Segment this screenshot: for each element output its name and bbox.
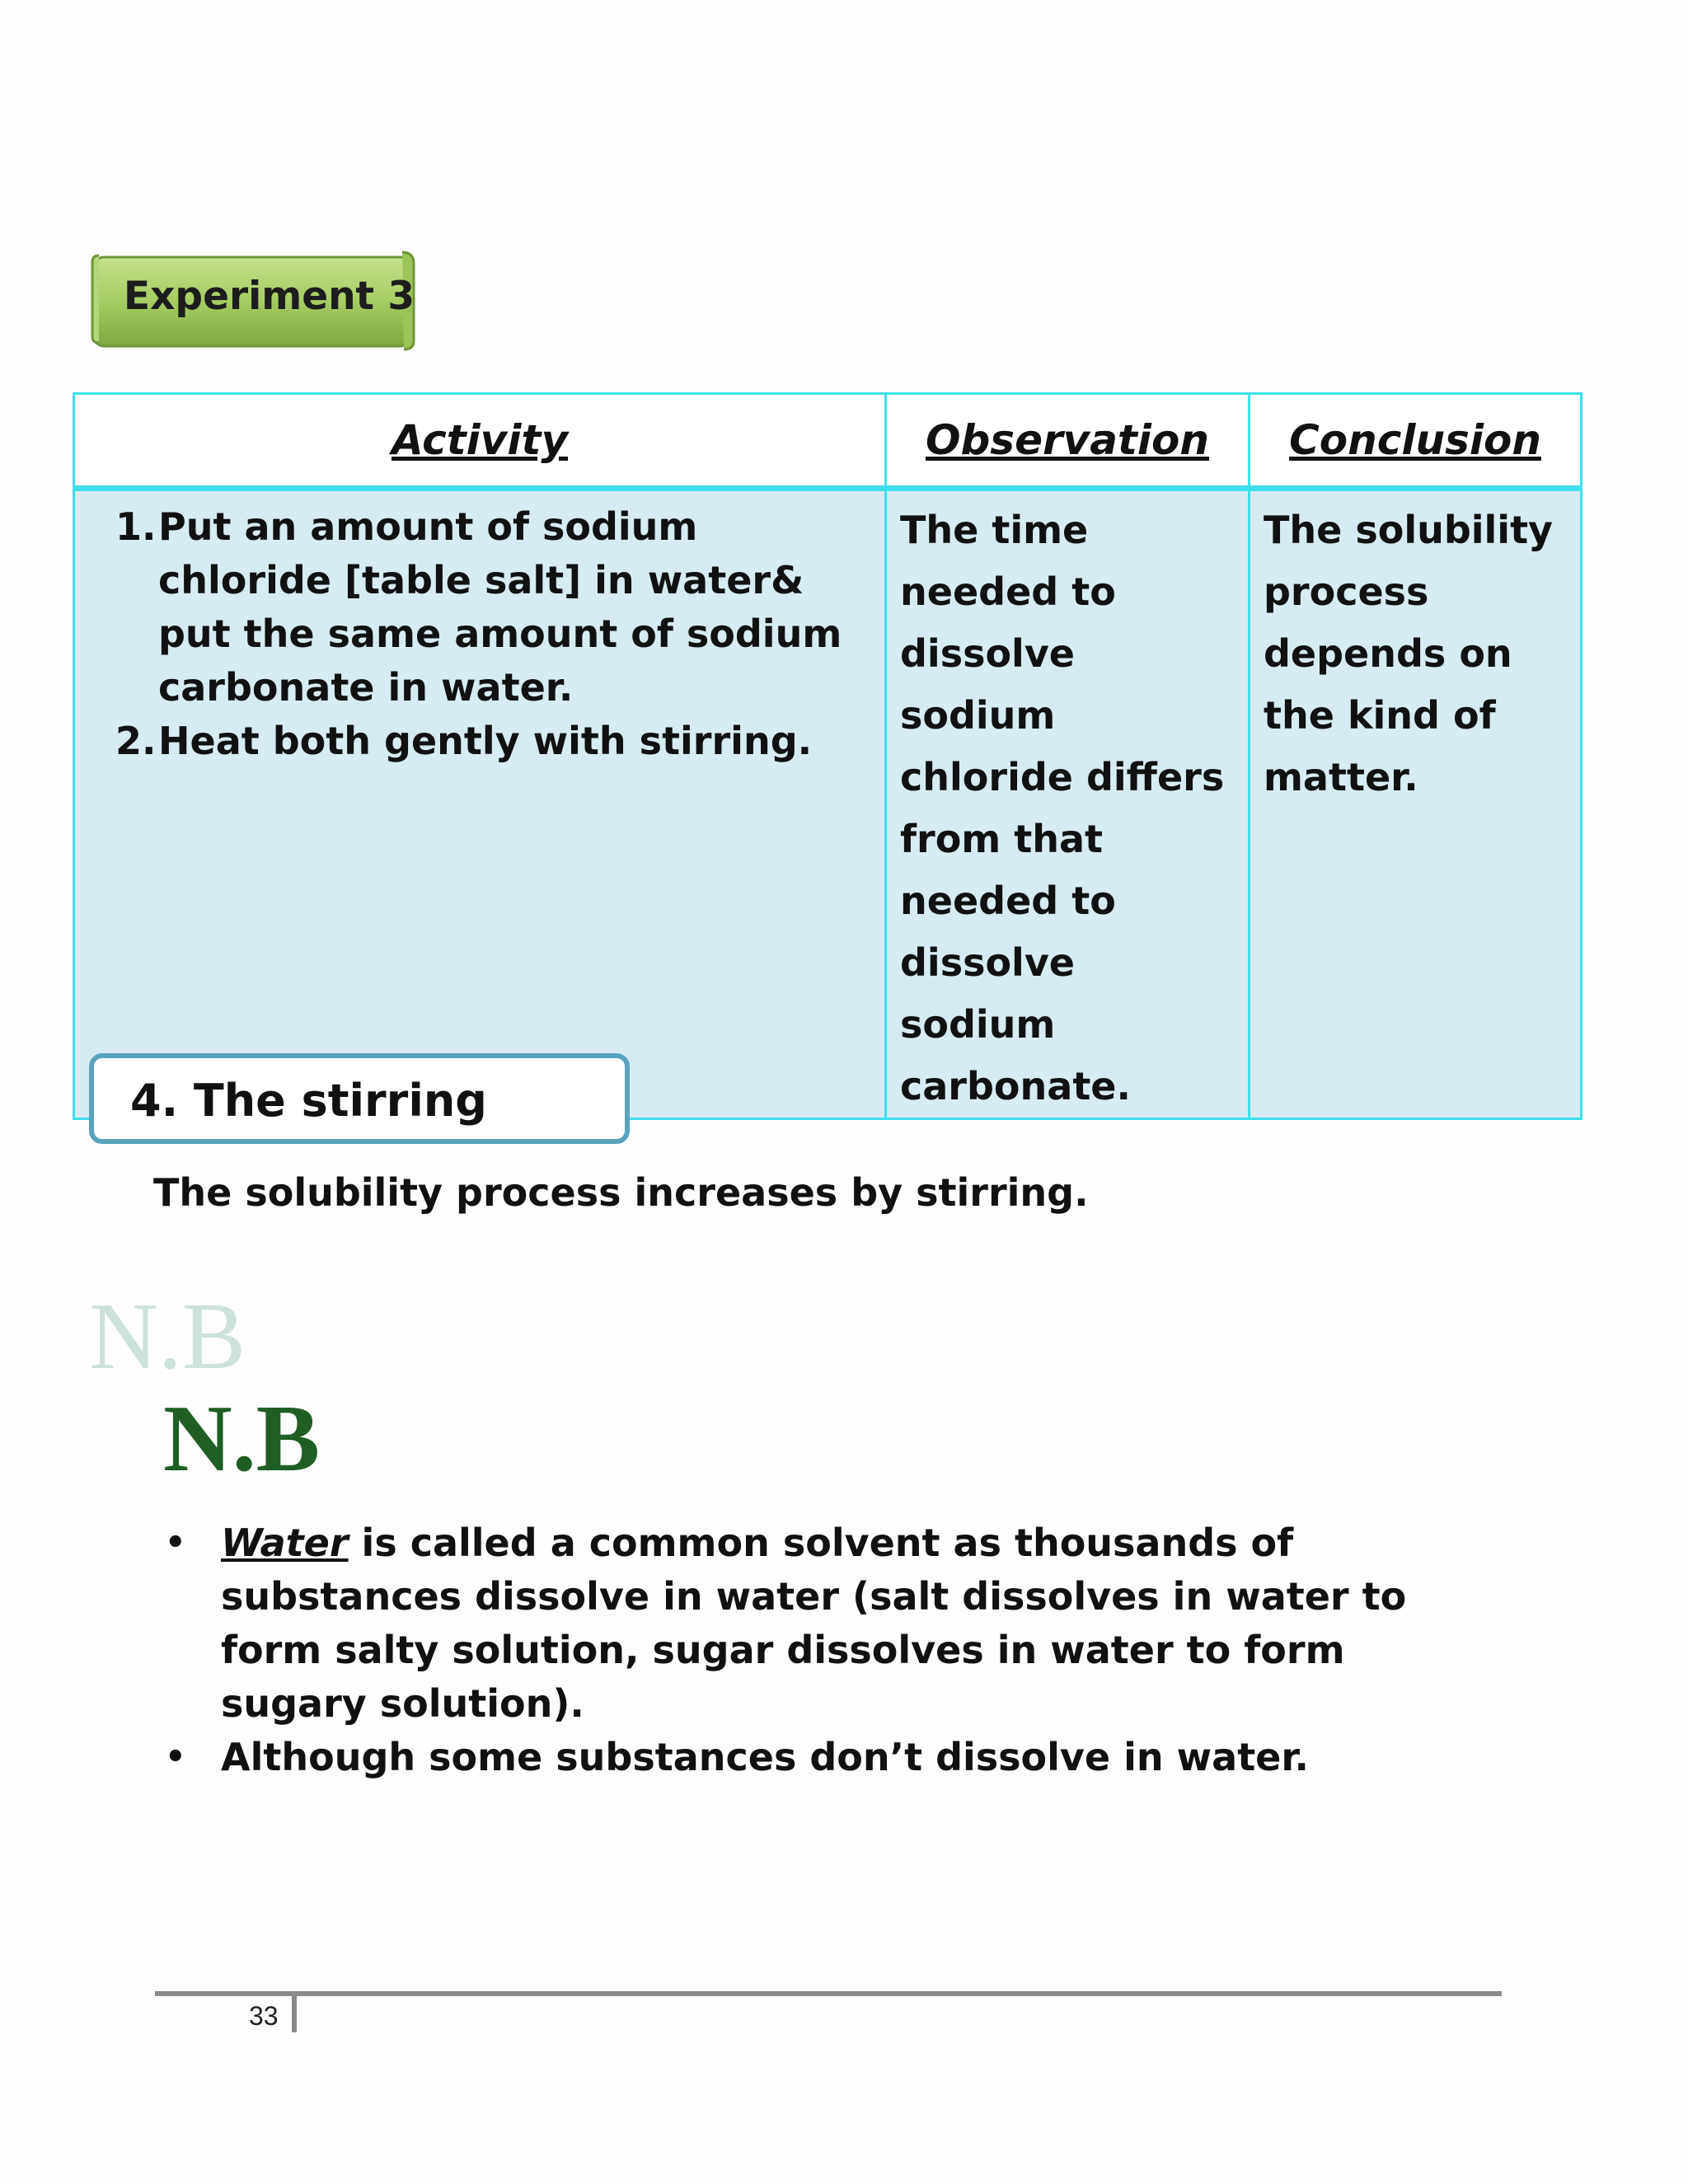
notes-list — [165, 1516, 1451, 1784]
page-number: 33 — [249, 2001, 279, 2031]
observation-cell: The time needed to dissolve sodium chloride differs from that needed to dissolve sodium carbonate. — [886, 489, 1250, 1119]
note-text: Although some substances don’t dissolve in water. — [221, 1735, 1309, 1779]
note-item — [165, 1731, 1451, 1784]
header-conclusion: Conclusion — [1250, 394, 1582, 489]
activity-cell — [74, 489, 886, 1119]
step-text: Heat both gently with stirring. — [158, 719, 813, 763]
note-text: is called a common solvent as thousands of substances dissolve in water (salt dissolves in water to form salty solution, sugar dissolves in water to form sugary solution). — [221, 1521, 1407, 1726]
header-observation: Observation — [886, 394, 1250, 489]
nb-shadow-heading: N.B — [89, 1284, 246, 1390]
activity-step — [115, 500, 884, 715]
note-item — [165, 1516, 1451, 1731]
footer-divider — [292, 1994, 297, 2032]
table-row — [74, 489, 1582, 1119]
bullet-icon: • — [165, 1738, 186, 1776]
step-number: 2. — [115, 719, 157, 763]
activity-step — [115, 715, 884, 768]
table-header-row — [74, 394, 1582, 489]
note-lead-term: Water — [221, 1521, 349, 1565]
experiment-table — [73, 392, 1582, 1120]
section-heading-box — [89, 1053, 630, 1144]
nb-heading: N.B — [163, 1386, 321, 1492]
bullet-icon: • — [165, 1524, 186, 1562]
conclusion-cell: The solubility process depends on the kind of matter. — [1250, 489, 1582, 1119]
step-number: 1. — [115, 504, 157, 549]
header-activity: Activity — [74, 394, 886, 489]
section-text: The solubility process increases by stirring. — [153, 1170, 1089, 1215]
experiment-banner — [91, 246, 419, 354]
banner-label: Experiment 3 — [124, 274, 415, 319]
step-text: Put an amount of sodium chloride [table salt] in water& put the same amount of sodium carbonate in water. — [158, 504, 842, 710]
activity-list — [76, 500, 884, 768]
footer-rule — [155, 1991, 1502, 1996]
section-title: 4. The stirring — [130, 1075, 487, 1127]
